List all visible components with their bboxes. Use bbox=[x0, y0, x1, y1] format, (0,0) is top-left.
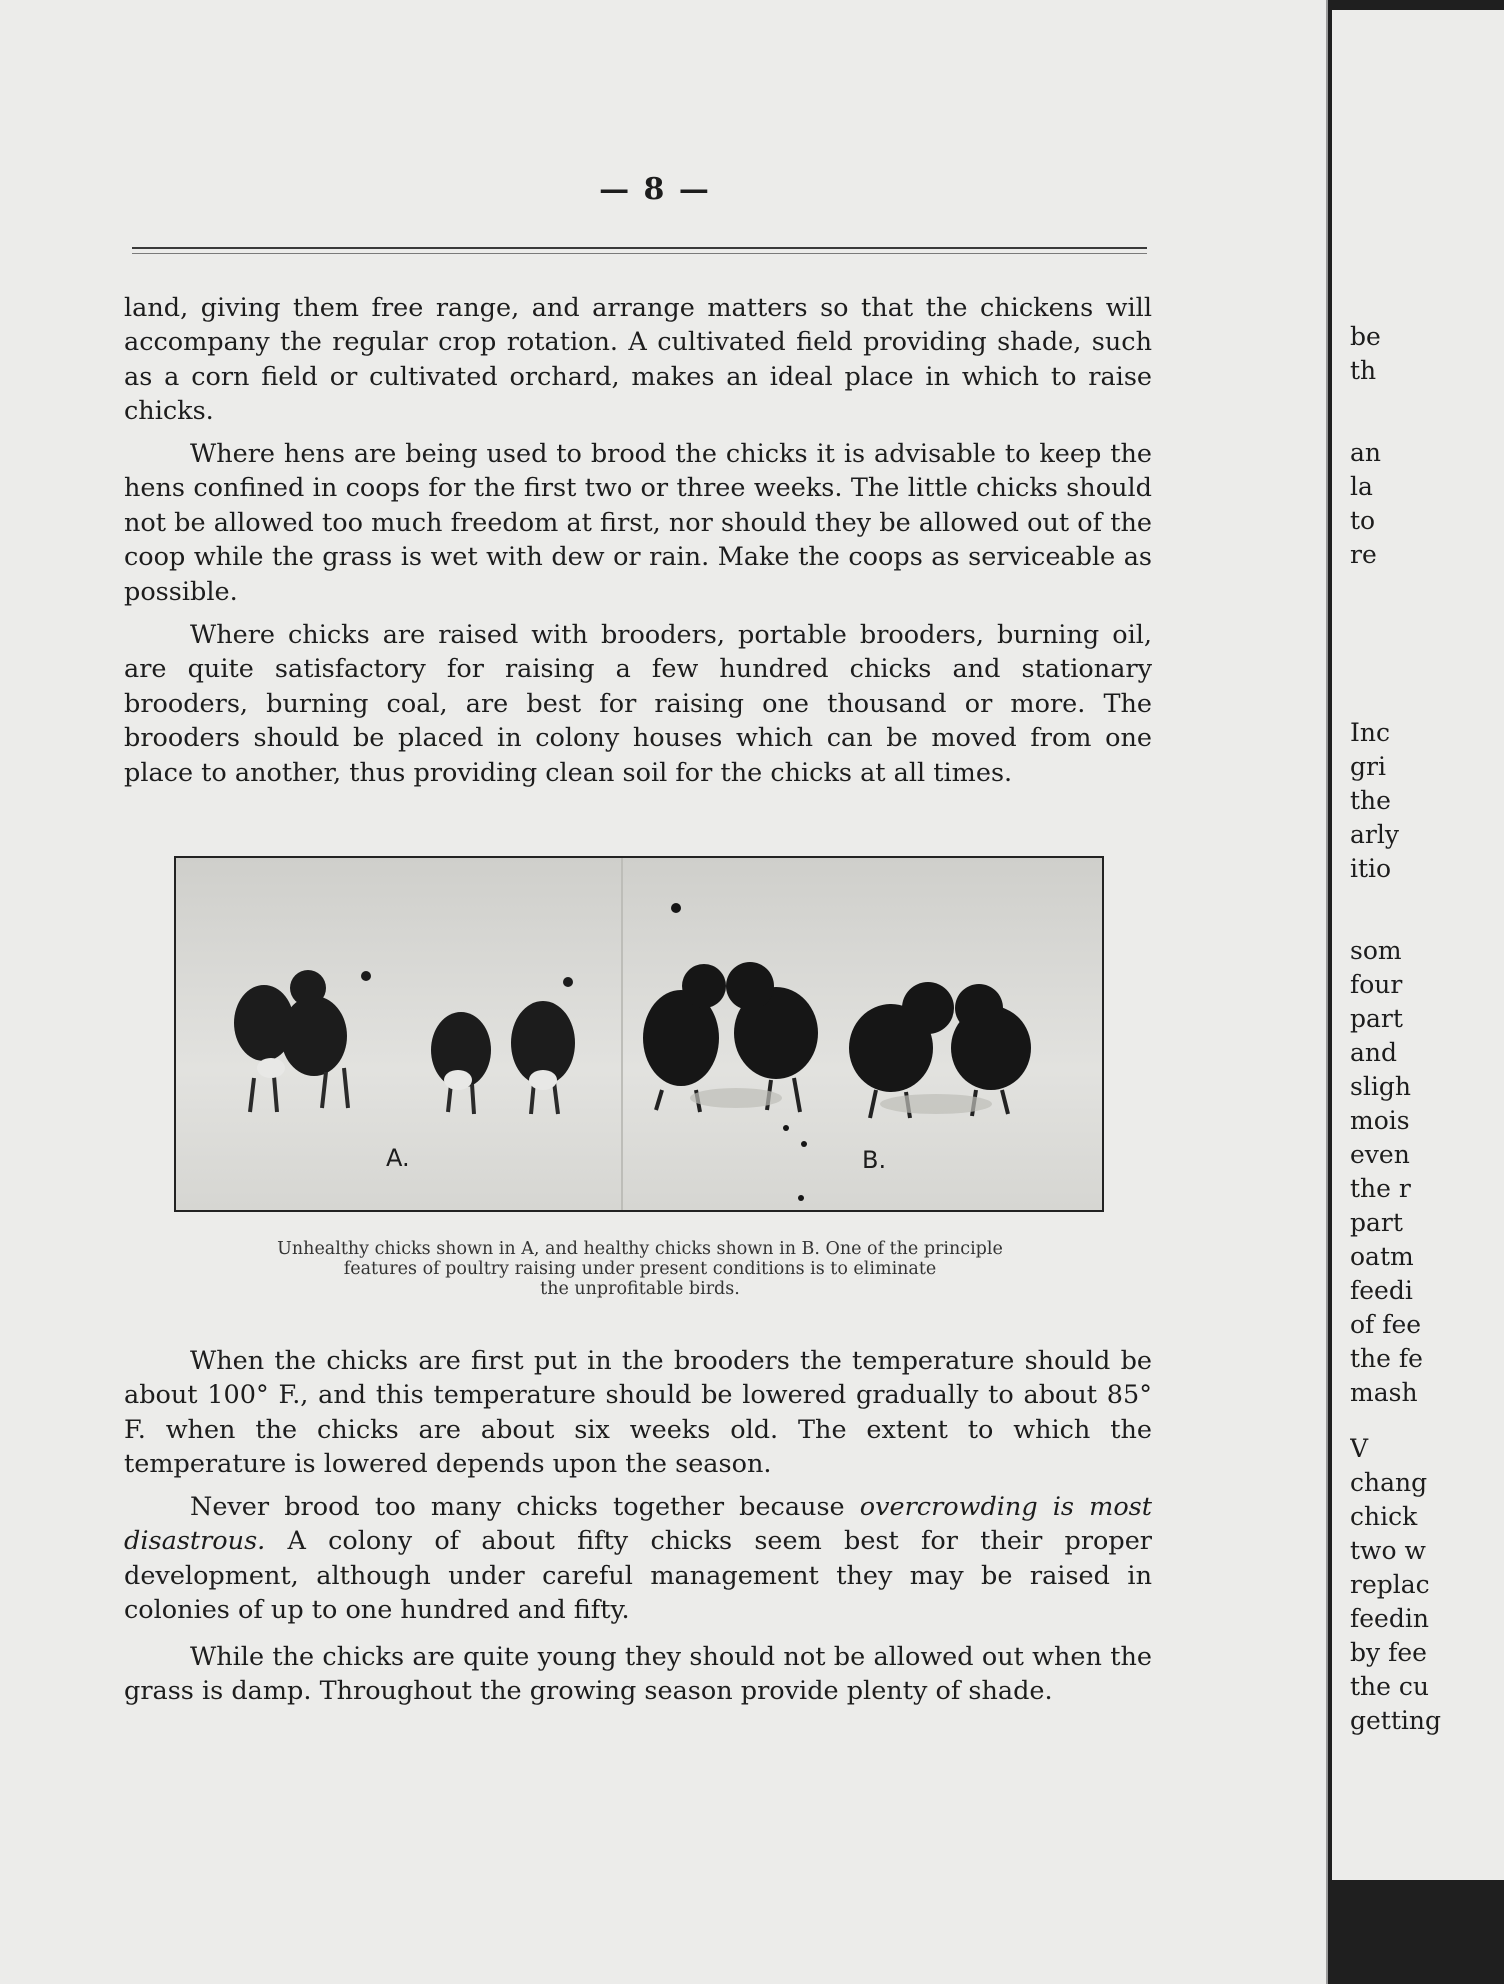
photo-label-a: A. bbox=[386, 1144, 410, 1172]
paragraph-hens-brooding: Where hens are being used to brood the chicks it is advisable to keep the hens confined in coops for the first two or three weeks. The little chicks should not be allowed too much freedom at first, nor should they be allowed out of the coop while the grass is wet with dew or rain. Make the coops as serviceable as possible. bbox=[124, 439, 1152, 607]
right-page-fragment: la bbox=[1350, 472, 1373, 501]
right-page-fragment: the fe bbox=[1350, 1344, 1423, 1373]
paragraph-shade: While the chicks are quite young they should not be allowed out when the grass is damp. Throughout the growing season provide plenty of shade. bbox=[124, 1642, 1152, 1707]
right-page-fragment: feedin bbox=[1350, 1604, 1429, 1633]
overcrowding-emphasis: overcrowding is most disastrous. bbox=[124, 1492, 1153, 1557]
right-page-fragment: V bbox=[1350, 1434, 1369, 1463]
caption-line-1: Unhealthy chicks shown in A, and healthy chicks shown in B. One of the principle bbox=[277, 1239, 1003, 1259]
right-page-fragment: th bbox=[1350, 356, 1377, 385]
right-page-fragment: to bbox=[1350, 506, 1376, 535]
caption-line-3: the unprofitable birds. bbox=[540, 1279, 740, 1299]
right-page-fragment: of fee bbox=[1350, 1310, 1422, 1339]
paragraph-brooders: Where chicks are raised with brooders, portable brooders, burning oil, are quite satisfactory for raising a few hundred chicks and stationary brooders, burning coal, are best for raising one thousand or more. The brooders should be placed in colony houses which can be moved from one place to another, thus providing clean soil for the chicks at all times. bbox=[124, 620, 1152, 788]
header-rule-secondary bbox=[132, 253, 1147, 254]
right-page-fragment: itio bbox=[1350, 854, 1392, 883]
right-page-fragment: getting bbox=[1350, 1706, 1441, 1735]
right-page-fragment: by fee bbox=[1350, 1638, 1427, 1667]
right-page-fragment: and bbox=[1350, 1038, 1398, 1067]
paragraph-range-rotation: land, giving them free range, and arrange matters so that the chickens will accompany the regular crop rotation. A cultivated field providing shade, such as a corn field or cultivated orchard, makes an ideal place in which to raise chicks. bbox=[124, 293, 1152, 427]
caption-line-2: features of poultry raising under present conditions is to eliminate bbox=[343, 1259, 937, 1279]
right-page-fragment: the bbox=[1350, 786, 1391, 815]
paragraph-overcrowding bbox=[124, 1490, 1152, 1628]
paragraph-temperature: When the chicks are first put in the brooders the temperature should be about 100° F., and this temperature should be lowered gradually to about 85° F. when the chicks are about six weeks old. The extent to which the temperature is lowered depends upon the season. bbox=[124, 1346, 1152, 1480]
overcrowding-text-end: A colony of about fifty chicks seem best for their proper development, although under careful management they may be raised in colonies of up to one hundred and fifty. bbox=[124, 1526, 1152, 1626]
chicks-photograph bbox=[174, 856, 1104, 1212]
right-page-fragment: even bbox=[1350, 1140, 1410, 1169]
right-page-fragment: part bbox=[1350, 1004, 1403, 1033]
photo-label-b: B. bbox=[862, 1146, 887, 1174]
right-page-fragment: two w bbox=[1350, 1536, 1426, 1565]
right-page-fragment: chang bbox=[1350, 1468, 1428, 1497]
right-page-fragment: be bbox=[1350, 322, 1381, 351]
right-page-fragment: sligh bbox=[1350, 1072, 1411, 1101]
right-page-fragment: Inc bbox=[1350, 718, 1390, 747]
figure-caption bbox=[190, 1239, 1090, 1299]
right-page-fragment: re bbox=[1350, 540, 1377, 569]
right-page-fragment: gri bbox=[1350, 752, 1386, 781]
right-page-fragment: four bbox=[1350, 970, 1403, 999]
right-page-fragment: the r bbox=[1350, 1174, 1411, 1203]
right-page-fragment: part bbox=[1350, 1208, 1403, 1237]
chicks-illustration bbox=[176, 858, 1102, 1210]
page-number: — 8 — bbox=[599, 172, 711, 207]
right-page-fragment: mash bbox=[1350, 1378, 1418, 1407]
header-rule bbox=[132, 247, 1147, 249]
right-page-fragment: an bbox=[1350, 438, 1382, 467]
overcrowding-text-start: Never brood too many chicks together because bbox=[190, 1492, 860, 1522]
right-page-fragment: mois bbox=[1350, 1106, 1410, 1135]
right-page-fragment: the cu bbox=[1350, 1672, 1429, 1701]
right-page-fragment: arly bbox=[1350, 820, 1399, 849]
right-page-fragment: chick bbox=[1350, 1502, 1418, 1531]
right-page-fragment: feedi bbox=[1350, 1276, 1413, 1305]
right-page-fragment: som bbox=[1350, 936, 1402, 965]
right-page-fragment: replac bbox=[1350, 1570, 1430, 1599]
right-page-fragment: oatm bbox=[1350, 1242, 1414, 1271]
